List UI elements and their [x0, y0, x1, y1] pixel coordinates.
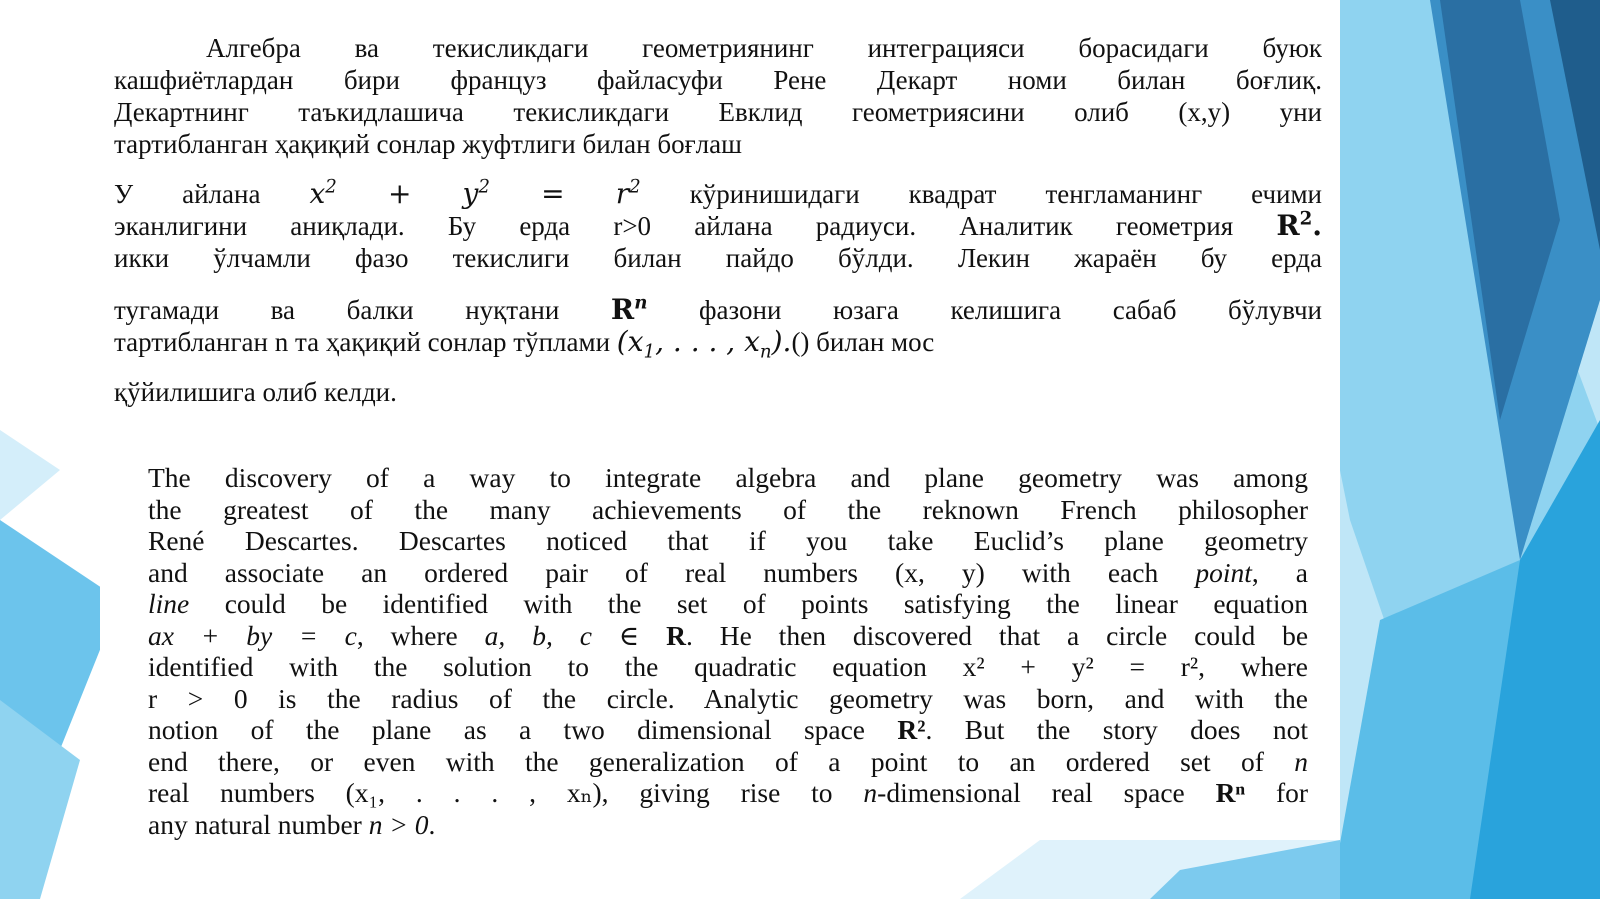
english-italic: a, b, c ∈ [484, 619, 640, 651]
uzbek-text: кўринишидаги квадрат тенгламанинг ечими [689, 179, 1323, 209]
english-text-block [148, 462, 1308, 840]
english-text: . But the story does not [925, 714, 1308, 745]
english-line: r > 0 is the radius of the circle. Analytic geometry was born, and with the [148, 682, 1308, 714]
rn-symbol: $R^n$ [610, 292, 648, 326]
uzbek-line: тартибланган ҳақиқий сонлар жуфтлиги билан боғлаш [114, 129, 742, 159]
uzbek-line [114, 210, 1322, 242]
english-line [148, 714, 1308, 746]
uzbek-line: кашфиётлардан бири француз файласуфи Рене Декарт номи билан боғлиқ. [114, 65, 1322, 95]
uzbek-text: фазони юзага келишига сабаб бўлувчи [699, 295, 1323, 325]
circle-equation: $x^2 + y^2 = r^2$ [309, 176, 641, 210]
uzbek-line: Декартнинг таъкидлашича текисликдаги Евклид геометриясини олиб (x,y) уни [114, 97, 1322, 127]
r2-symbol: R² [897, 714, 926, 745]
uzbek-line [114, 178, 1322, 210]
english-text: , a [1251, 556, 1308, 588]
english-text: for [1275, 777, 1309, 808]
english-line: The discovery of a way to integrate algebra and plane geometry was among [148, 462, 1308, 493]
english-text: . [428, 808, 436, 840]
english-italic: point [1195, 556, 1252, 588]
english-text: any natural number [148, 808, 362, 840]
uzbek-line [114, 294, 1322, 326]
real-set-symbol: R [666, 619, 686, 651]
english-line: René Descartes. Descartes noticed that if you take Euclid’s plane geometry [148, 525, 1308, 556]
english-text: and associate an ordered pair of real numbers (x, y) with each [148, 556, 1159, 588]
english-line [148, 588, 1308, 620]
english-text: -dimensional real space [877, 777, 1185, 808]
english-line: identified with the solution to the quadratic equation x² + y² = r², where [148, 651, 1308, 682]
r2-symbol: $R^2$. [1276, 208, 1322, 242]
uzbek-text: тугамади ва балки нуқтани [114, 295, 560, 325]
english-text: , where [356, 619, 458, 651]
english-line: the greatest of the many achievements of the reknown French philosopher [148, 493, 1308, 525]
tuple-expression: ($x_1$, . . . , $x_n$). [616, 325, 792, 363]
english-italic: n [863, 777, 878, 808]
uzbek-text: тартибланган n та ҳақиқий сонлар тўплами [114, 327, 611, 357]
english-text: . He then discovered that a circle could be [685, 619, 1309, 651]
linear-equation: ax + by = c [148, 619, 357, 651]
english-line [148, 620, 1308, 652]
english-italic: n > 0 [368, 808, 429, 840]
uzbek-text: У айлана [114, 179, 261, 209]
uzbek-text: () билан мос [791, 327, 935, 357]
english-line [148, 746, 1308, 778]
uzbek-line [114, 325, 1322, 363]
english-text: real numbers (x₁, . . . , xₙ), giving rise to [148, 777, 833, 808]
uzbek-text: эканлигини аниқлади. Бу ерда r>0 айлана радиуси. Аналитик геометрия [114, 211, 1234, 241]
english-text: notion of the plane as a two dimensional space [148, 714, 866, 745]
english-line [148, 777, 1308, 809]
english-italic: line [148, 588, 190, 619]
english-text: could be identified with the set of points satisfying the linear equation [224, 588, 1309, 619]
english-italic: n [1294, 745, 1308, 777]
uzbek-line: Алгебра ва текисликдаги геометриянинг интеграцияси борасидаги буюк [206, 33, 1322, 63]
english-line [148, 557, 1308, 589]
rn-symbol: Rⁿ [1215, 777, 1246, 808]
uzbek-text-block [114, 32, 1322, 408]
uzbek-line: қўйилишига олиб келди. [114, 377, 397, 407]
uzbek-line: икки ўлчамли фазо текислиги билан пайдо бўлди. Лекин жараён бу ерда [114, 243, 1322, 273]
english-text: end there, or even with the generalization of a point to an ordered set of [148, 745, 1264, 777]
english-line [148, 809, 1308, 841]
